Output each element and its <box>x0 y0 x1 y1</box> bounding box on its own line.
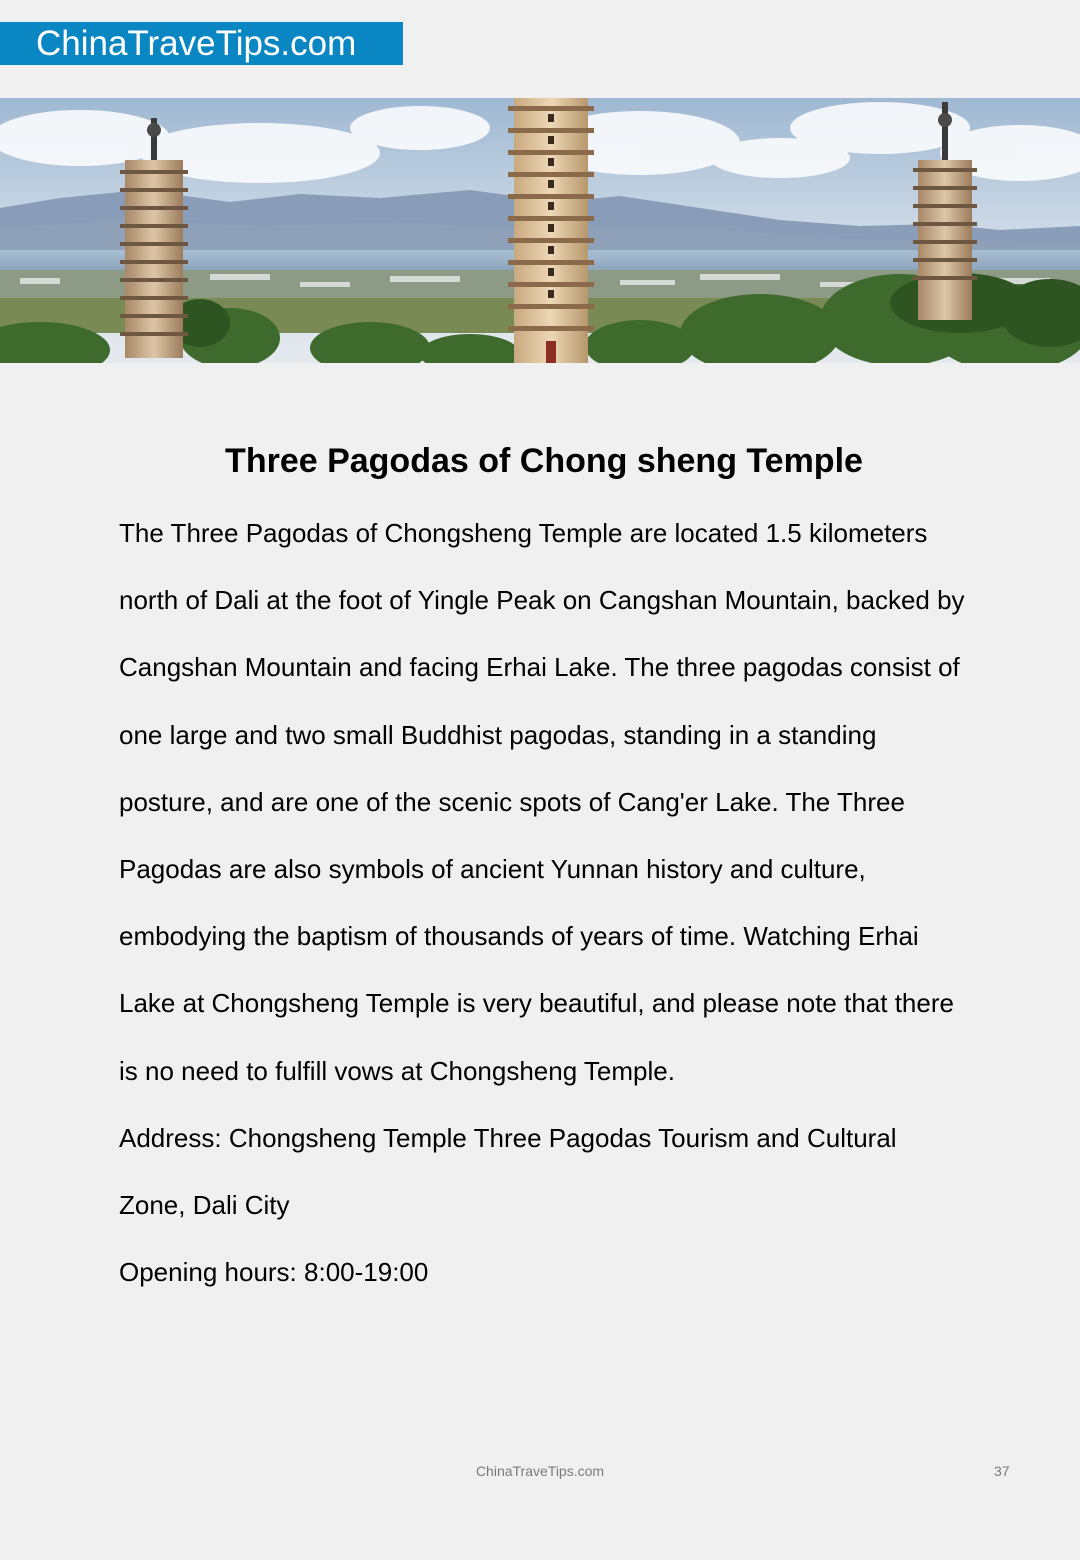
pagodas-landscape-illustration <box>0 98 1080 363</box>
article-title: Three Pagodas of Chong sheng Temple <box>225 442 863 480</box>
article-description: The Three Pagodas of Chongsheng Temple are located 1.5 kilometers north of Dali at the foot of Yingle Peak on Cangshan Mountain, backed by Cangshan Mountain and facing Erhai Lake. The three pagodas consist of one large and two small Buddhist pagodas, standing in a standing posture, and are one of the scenic spots of Cang'er Lake. The Three Pagodas are also symbols of ancient Yunnan history and culture, embodying the baptism of thousands of years of time. Watching Erhai Lake at Chongsheng Temple is very beautiful, and please note that there is no need to fulfill vows at Chongsheng Temple. <box>119 518 965 1086</box>
site-brand-banner[interactable]: ChinaTraveTips.com <box>0 22 403 65</box>
article-body <box>119 500 969 1306</box>
footer-site-name: ChinaTraveTips.com <box>475 1463 605 1479</box>
page-number: 37 <box>994 1463 1010 1479</box>
hero-photo-three-pagodas <box>0 98 1080 363</box>
article-address: Address: Chongsheng Temple Three Pagodas Tourism and Cultural Zone, Dali City <box>119 1122 897 1221</box>
article-opening-hours: Opening hours: 8:00-19:00 <box>119 1257 429 1288</box>
main-pagoda-center <box>508 98 594 363</box>
